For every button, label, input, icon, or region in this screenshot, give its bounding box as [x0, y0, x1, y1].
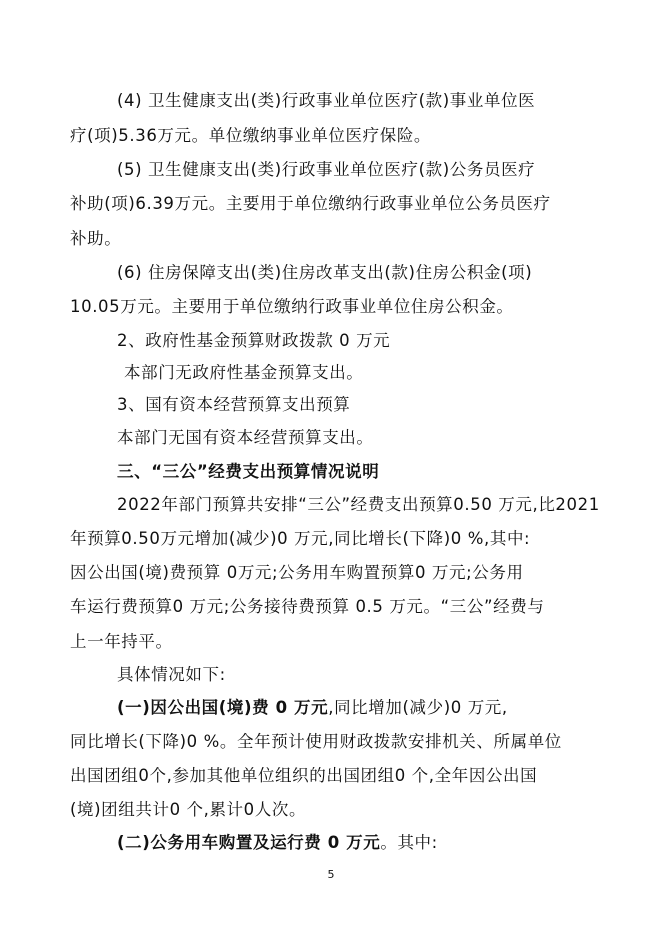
text-line: (6) 住房保障支出(类)住房改革支出(款)住房公积金(项) [117, 263, 533, 282]
subsection-heading: (二)公务用车购置及运行费 0 万元 [117, 833, 381, 852]
text-line: 10.05万元。主要用于单位缴纳行政事业单位住房公积金。 [70, 297, 514, 316]
text-line: 本部门无国有资本经营预算支出。 [117, 428, 374, 447]
text-line: 因公出国(境)费预算 0万元;公务用车购置预算0 万元;公务用 [70, 563, 524, 582]
text-line: 车运行费预算0 万元;公务接待费预算 0.5 万元。“三公”经费与 [70, 597, 545, 616]
text-line: 同比增长(下降)0 %。全年预计使用财政拨款安排机关、所属单位 [70, 732, 562, 751]
text-line: 年预算0.50万元增加(减少)0 万元,同比增长(下降)0 %,其中: [70, 529, 531, 548]
text-line: 补助(项)6.39万元。主要用于单位缴纳行政事业单位公务员医疗 [70, 194, 551, 213]
text-line [117, 697, 508, 719]
subsection-heading: (一)因公出国(境)费 0 万元 [117, 698, 329, 717]
text-line: 具体情况如下: [117, 665, 226, 684]
text-fragment: ,同比增加(减少)0 万元, [328, 698, 508, 717]
text-line: 出国团组0个,参加其他单位组织的出国团组0 个,全年因公出国 [70, 766, 538, 785]
section-heading: 3、国有资本经营预算支出预算 [117, 395, 351, 414]
text-line: (5) 卫生健康支出(类)行政事业单位医疗(款)公务员医疗 [117, 160, 536, 179]
text-line: (境)团组共计0 个,累计0人次。 [70, 800, 307, 819]
text-line: 疗(项)5.36万元。单位缴纳事业单位医疗保险。 [70, 126, 432, 145]
text-line: 上一年持平。 [70, 632, 173, 651]
section-heading: 2、政府性基金预算财政拨款 0 万元 [117, 331, 391, 350]
section-heading: 三、“三公”经费支出预算情况说明 [117, 462, 380, 481]
text-line: 2022年部门预算共安排“三公”经费支出预算0.50 万元,比2021 [117, 495, 600, 514]
text-line [117, 832, 438, 854]
page-number: 5 [327, 868, 335, 881]
text-line: 本部门无政府性基金预算支出。 [124, 363, 364, 382]
text-fragment: 。其中: [380, 833, 438, 852]
text-line: 补助。 [70, 229, 122, 248]
text-line: (4) 卫生健康支出(类)行政事业单位医疗(款)事业单位医 [117, 91, 536, 110]
